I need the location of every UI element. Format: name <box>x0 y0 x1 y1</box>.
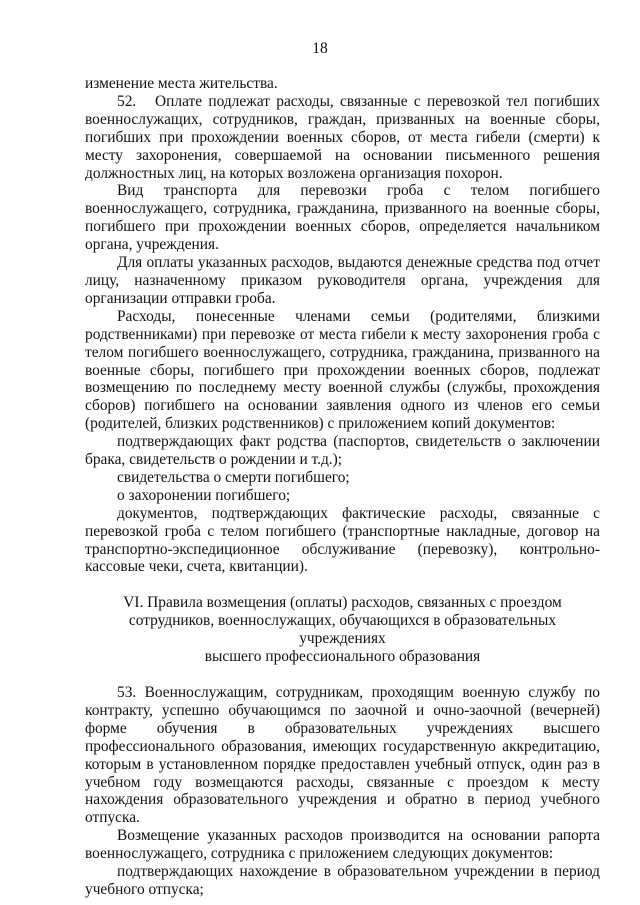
paragraph-payment-advance: Для оплаты указанных расходов, выдаются денежные средства под отчет лицу, назначенному приказом руководителя органа, учреждения для организации отправки гроба. <box>85 254 600 307</box>
section-heading-line: VI. Правила возмещения (оплаты) расходов, связанных с проездом <box>123 594 562 612</box>
paragraph-52: 52. Оплате подлежат расходы, связанные с перевозкой тел погибших военнослужащих, сотрудников, граждан, призванных на военные сборы, погибших при прохождении военных сборов, от места гибели (смерти) к месту захоронения, совершаемой на основании письменного решения должностных лиц, на которых возложена организация похорон. <box>85 92 600 182</box>
list-item-kinship-docs: подтверждающих факт родства (паспортов, свидетельств о заключении брака, свидетельств о рождении и т.д.); <box>85 433 600 469</box>
paragraph-reimbursement-basis: Возмещение указанных расходов производится на основании рапорта военнослужащего, сотрудника с приложением следующих документов: <box>85 827 600 863</box>
paragraph-transport-type: Вид транспорта для перевозки гроба с телом погибшего военнослужащего, сотрудника, гражданина, призванного на военные сборы, погибшего при прохождении военных сборов, определяется начальником органа, учреждения. <box>85 182 600 254</box>
list-item-expense-docs: документов, подтверждающих фактические расходы, связанные с перевозкой гроба с телом погибшего (транспортные накладные, договор на транспортно-экспедиционное обслуживание (перевозку), контрольно-кассовые чеки, счета, квитанции). <box>85 504 600 576</box>
paragraph-continuation: изменение места жительства. <box>85 75 278 92</box>
section-heading-line: высшего профессионального образования <box>204 648 481 666</box>
paragraph-53: 53. Военнослужащим, сотрудникам, проходящим военную службу по контракту, успешно обучающимся по заочной и очно-заочной (вечерней) форме обучения в образовательных учреждениях высшего профессионального образования, имеющих государственную аккредитацию, которым в установленном порядке предоставлен учебный отпуск, один раз в учебном году возмещаются расходы, связанные с проездом к месту нахождения образовательного учреждения и обратно в период учебного отпуска. <box>85 684 600 827</box>
list-item-study-confirmation: подтверждающих нахождение в образовательном учреждении в период учебного отпуска; <box>85 863 600 898</box>
list-item-burial: о захоронении погибшего; <box>117 486 291 504</box>
section-heading-line: сотрудников, военнослужащих, обучающихся в образовательных учреждениях <box>128 612 557 648</box>
section-heading <box>85 594 600 666</box>
page-number: 18 <box>312 40 328 57</box>
list-item-death-certificate: свидетельства о смерти погибшего; <box>117 468 350 486</box>
document-body <box>85 75 600 899</box>
paragraph-family-expenses: Расходы, понесенные членами семьи (родителями, близкими родственниками) при перевозке от места гибели к месту захоронения гроба с телом погибшего военнослужащего, сотрудника, гражданина, призванного на военные сборы, погибшего при прохождении военных сборов, подлежат возмещению по последнему месту военной службы (службы, прохождения сборов) погибшего на основании заявления одного из членов его семьи (родителей, близких родственников) с приложением копий документов: <box>85 307 600 433</box>
